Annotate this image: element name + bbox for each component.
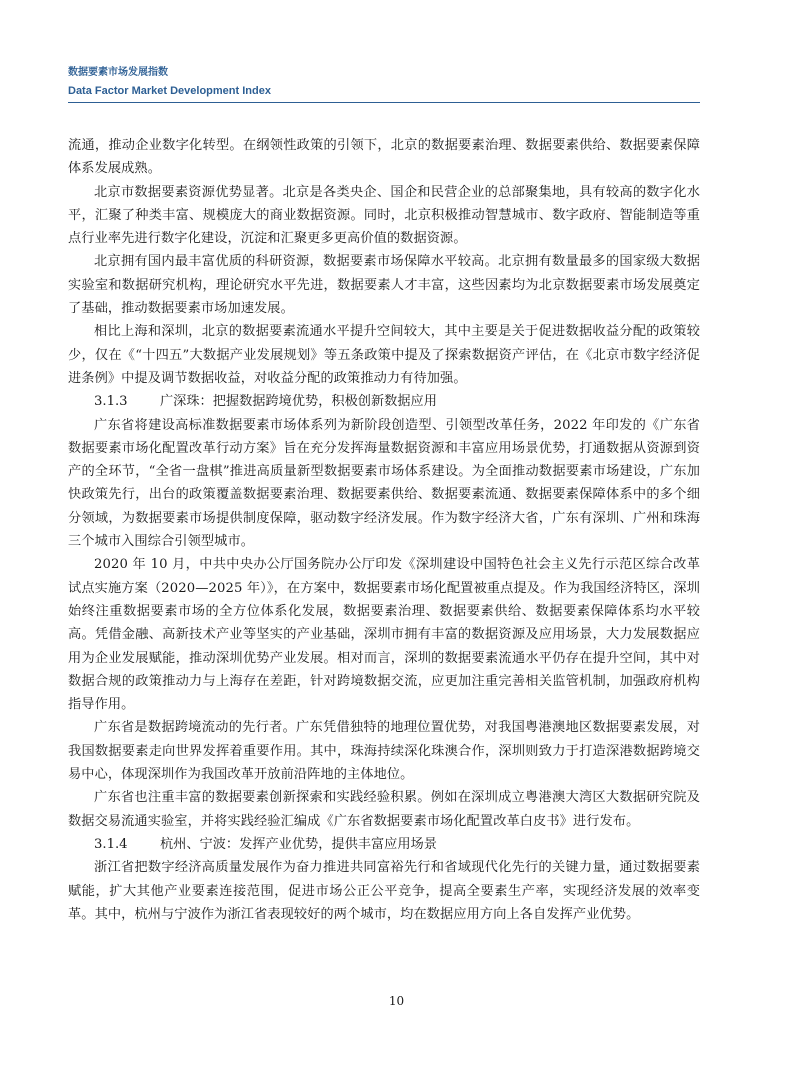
page-body <box>68 134 700 926</box>
section-title: 杭州、宁波：发挥产业优势，提供丰富应用场景 <box>160 836 437 852</box>
paragraph-zhejiang: 浙江省把数字经济高质量发展作为奋力推进共同富裕先行和省域现代化先行的关键力量，通过数据要素赋能，扩大其他产业要素连接范围，促进市场公正公平竞争，提高全要素生产率，实现经济发展的效率变革。其中，杭州与宁波作为浙江省表现较好的两个城市，均在数据应用方向上各自发挥产业优势。 <box>68 860 700 922</box>
paragraph-cross-border: 广东省是数据跨境流动的先行者。广东凭借独特的地理位置优势，对我国粤港澳地区数据要素发展，对我国数据要素走向世界发挥着重要作用。其中，珠海持续深化珠澳合作，深圳则致力于打造深港数据跨境交易中心，体现深圳作为我国改革开放前沿阵地的主体地位。 <box>68 720 700 783</box>
running-header <box>68 66 700 99</box>
section-number: 3.1.4 <box>94 836 128 852</box>
paragraph-beijing-resources: 北京市数据要素资源优势显著。北京是各类央企、国企和民营企业的总部聚集地，具有较高的数字化水平，汇聚了种类丰富、规模庞大的商业数据资源。同时，北京积极推动智慧城市、数字政府、智能制造等重点行业率先进行数字化建设，沉淀和汇聚更多更高价值的数据资源。 <box>68 184 700 247</box>
paragraph-guangdong-policy: 广东省将建设高标准数据要素市场体系列为新阶段创造型、引领型改革任务，2022 年印发的《广东省数据要素市场化配置改革行动方案》旨在充分发挥海量数据资源和丰富应用场景优势，打通数据从资源到资产的全环节，“全省一盘棋”推进高质量新型数据要素市场体系建设。为全面推动数据要素市场建设，广东加快政策先行，出台的政策覆盖数据要素治理、数据要素供给、数据要素流通、数据要素保障体系中的多个细分领域，为数据要素市场提供制度保障，驱动数字经济发展。作为数字经济大省，广东有深圳、广州和珠海三个城市入围综合引领型城市。 <box>68 417 700 550</box>
page-number: 10 <box>388 994 405 1008</box>
section-number: 3.1.3 <box>94 394 128 410</box>
header-title-en: Data Factor Market Development Index <box>68 85 271 97</box>
paragraph-beijing-circulation: 相比上海和深圳，北京的数据要素流通水平提升空间较大，其中主要是关于促进数据收益分配的政策较少，仅在《“十四五”大数据产业发展规划》等五条政策中提及了探索数据资产评估，在《北京市数字经济促进条例》中提及调节数据收益，对收益分配的政策推动力有待加强。 <box>68 324 700 386</box>
paragraph-innovation: 广东省也注重丰富的数据要素创新探索和实践经验积累。例如在深圳成立粤港澳大湾区大数据研究院及数据交易流通实验室，并将实践经验汇编成《广东省数据要素市场化配置改革白皮书》进行发布。 <box>68 790 700 829</box>
header-title-zh: 数据要素市场发展指数 <box>68 67 168 78</box>
section-title: 广深珠：把握数据跨境优势，积极创新数据应用 <box>160 394 437 410</box>
paragraph-continuation: 流通，推动企业数字化转型。在纲领性政策的引领下，北京的数据要素治理、数据要素供给、数据要素保障体系发展成熟。 <box>68 138 700 177</box>
section-heading-3-1-4 <box>68 833 700 856</box>
paragraph-shenzhen: 2020 年 10 月，中共中央办公厅国务院办公厅印发《深圳建设中国特色社会主义先行示范区综合改革试点实施方案（2020—2025 年）》，在方案中，数据要素市场化配置被重点提及。作为我国经济特区，深圳始终注重数据要素市场的全方位体系化发展，数据要素治理、数据要素供给、数据要素保障体系均水平较高。凭借金融、高新技术产业等坚实的产业基础，深圳市拥有丰富的数据资源及应用场景，大力发展数据应用为企业发展赋能，推动深圳优势产业发展。相对而言，深圳的数据要素流通水平仍存在提升空间，其中对数据合规的政策推动力与上海存在差距，针对跨境数据交流，应更加注重完善相关监管机制，加强政府机构指导作用。 <box>68 557 700 713</box>
section-heading-3-1-3 <box>68 390 700 413</box>
paragraph-beijing-research: 北京拥有国内最丰富优质的科研资源，数据要素市场保障水平较高。北京拥有数量最多的国家级大数据实验室和数据研究机构，理论研究水平先进，数据要素人才丰富，这些因素均为北京数据要素市场发展奠定了基础，推动数据要素市场加速发展。 <box>68 254 700 317</box>
header-divider <box>68 102 700 103</box>
